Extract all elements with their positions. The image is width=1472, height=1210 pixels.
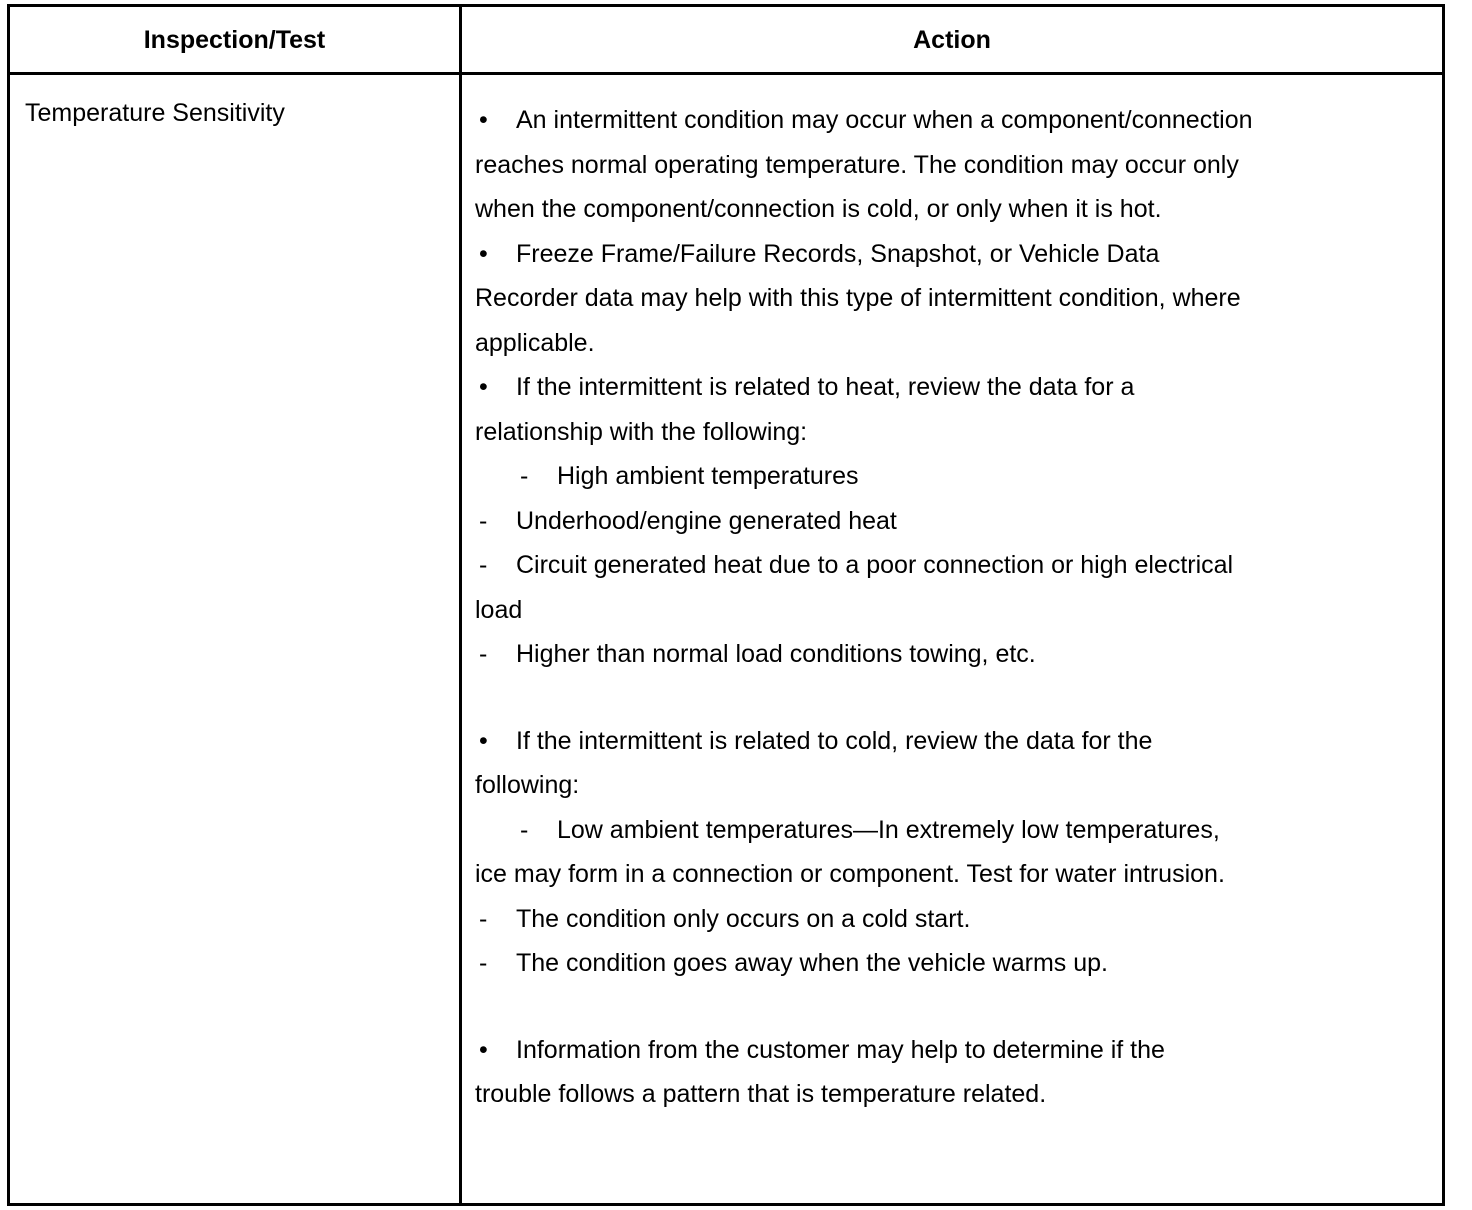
dash-mark: - xyxy=(479,949,488,977)
action-text: The condition only occurs on a cold start. xyxy=(516,904,971,933)
inspection-item: Temperature Sensitivity xyxy=(25,99,285,127)
header-action: Action xyxy=(913,26,991,54)
action-text: following: xyxy=(475,771,580,799)
action-line xyxy=(475,143,1435,188)
action-text: when the component/connection is cold, or only when it is hot. xyxy=(475,195,1162,223)
action-text: Higher than normal load conditions towing, etc. xyxy=(516,640,1036,668)
dash-mark: - xyxy=(479,904,488,933)
bullet-mark: • xyxy=(479,239,488,268)
dash-mark: - xyxy=(479,551,488,579)
action-text: ice may form in a connection or component. Test for water intrusion. xyxy=(475,860,1225,888)
action-text: applicable. xyxy=(475,328,595,357)
action-line xyxy=(475,941,1435,986)
action-line xyxy=(475,763,1435,808)
action-line xyxy=(475,365,1435,410)
action-text: Circuit generated heat due to a poor connection or high electrical xyxy=(516,551,1234,579)
action-line xyxy=(475,321,1435,366)
action-line xyxy=(475,454,1435,499)
action-line xyxy=(475,232,1435,277)
action-text: If the intermittent is related to heat, review the data for a xyxy=(516,373,1135,401)
dash-mark: - xyxy=(479,640,488,668)
bullet-mark: • xyxy=(479,106,488,134)
action-line xyxy=(475,187,1435,232)
action-text: The condition goes away when the vehicle warms up. xyxy=(516,949,1108,977)
action-text: load xyxy=(475,595,523,624)
action-line xyxy=(475,897,1435,942)
action-text: relationship with the following: xyxy=(475,417,808,446)
action-text: reaches normal operating temperature. The condition may occur only xyxy=(475,150,1239,179)
dash-mark: - xyxy=(520,815,529,844)
column-divider xyxy=(459,7,462,1203)
dash-mark: - xyxy=(520,462,529,490)
action-line xyxy=(475,1028,1435,1073)
action-text: High ambient temperatures xyxy=(557,462,859,490)
action-line xyxy=(475,719,1435,764)
action-line xyxy=(475,1072,1435,1117)
action-line xyxy=(475,852,1435,897)
bullet-mark: • xyxy=(479,373,488,401)
action-text: trouble follows a pattern that is temperature related. xyxy=(475,1080,1047,1108)
bullet-mark: • xyxy=(479,726,488,755)
action-text: Low ambient temperatures—In extremely low temperatures, xyxy=(557,815,1220,844)
bullet-mark: • xyxy=(479,1035,488,1064)
action-line xyxy=(475,98,1435,143)
action-line xyxy=(475,543,1435,588)
action-text: Underhood/engine generated heat xyxy=(516,506,897,535)
inspection-table xyxy=(7,4,1445,1206)
action-text: If the intermittent is related to cold, review the data for the xyxy=(516,726,1153,755)
action-text: Information from the customer may help to determine if the xyxy=(516,1035,1165,1064)
action-line xyxy=(475,276,1435,321)
action-line xyxy=(475,499,1435,544)
action-text: Recorder data may help with this type of intermittent condition, where xyxy=(475,284,1241,312)
action-line xyxy=(475,588,1435,633)
dash-mark: - xyxy=(479,506,488,535)
header-inspection-test: Inspection/Test xyxy=(143,26,326,54)
action-cell xyxy=(475,98,1435,1117)
action-line xyxy=(475,808,1435,853)
action-text: Freeze Frame/Failure Records, Snapshot, or Vehicle Data xyxy=(516,239,1160,268)
blank-line xyxy=(475,986,1435,1028)
action-line xyxy=(475,632,1435,677)
action-text: An intermittent condition may occur when a component/connection xyxy=(516,106,1253,134)
blank-line xyxy=(475,677,1435,719)
action-line xyxy=(475,410,1435,455)
header-divider xyxy=(10,72,1442,75)
